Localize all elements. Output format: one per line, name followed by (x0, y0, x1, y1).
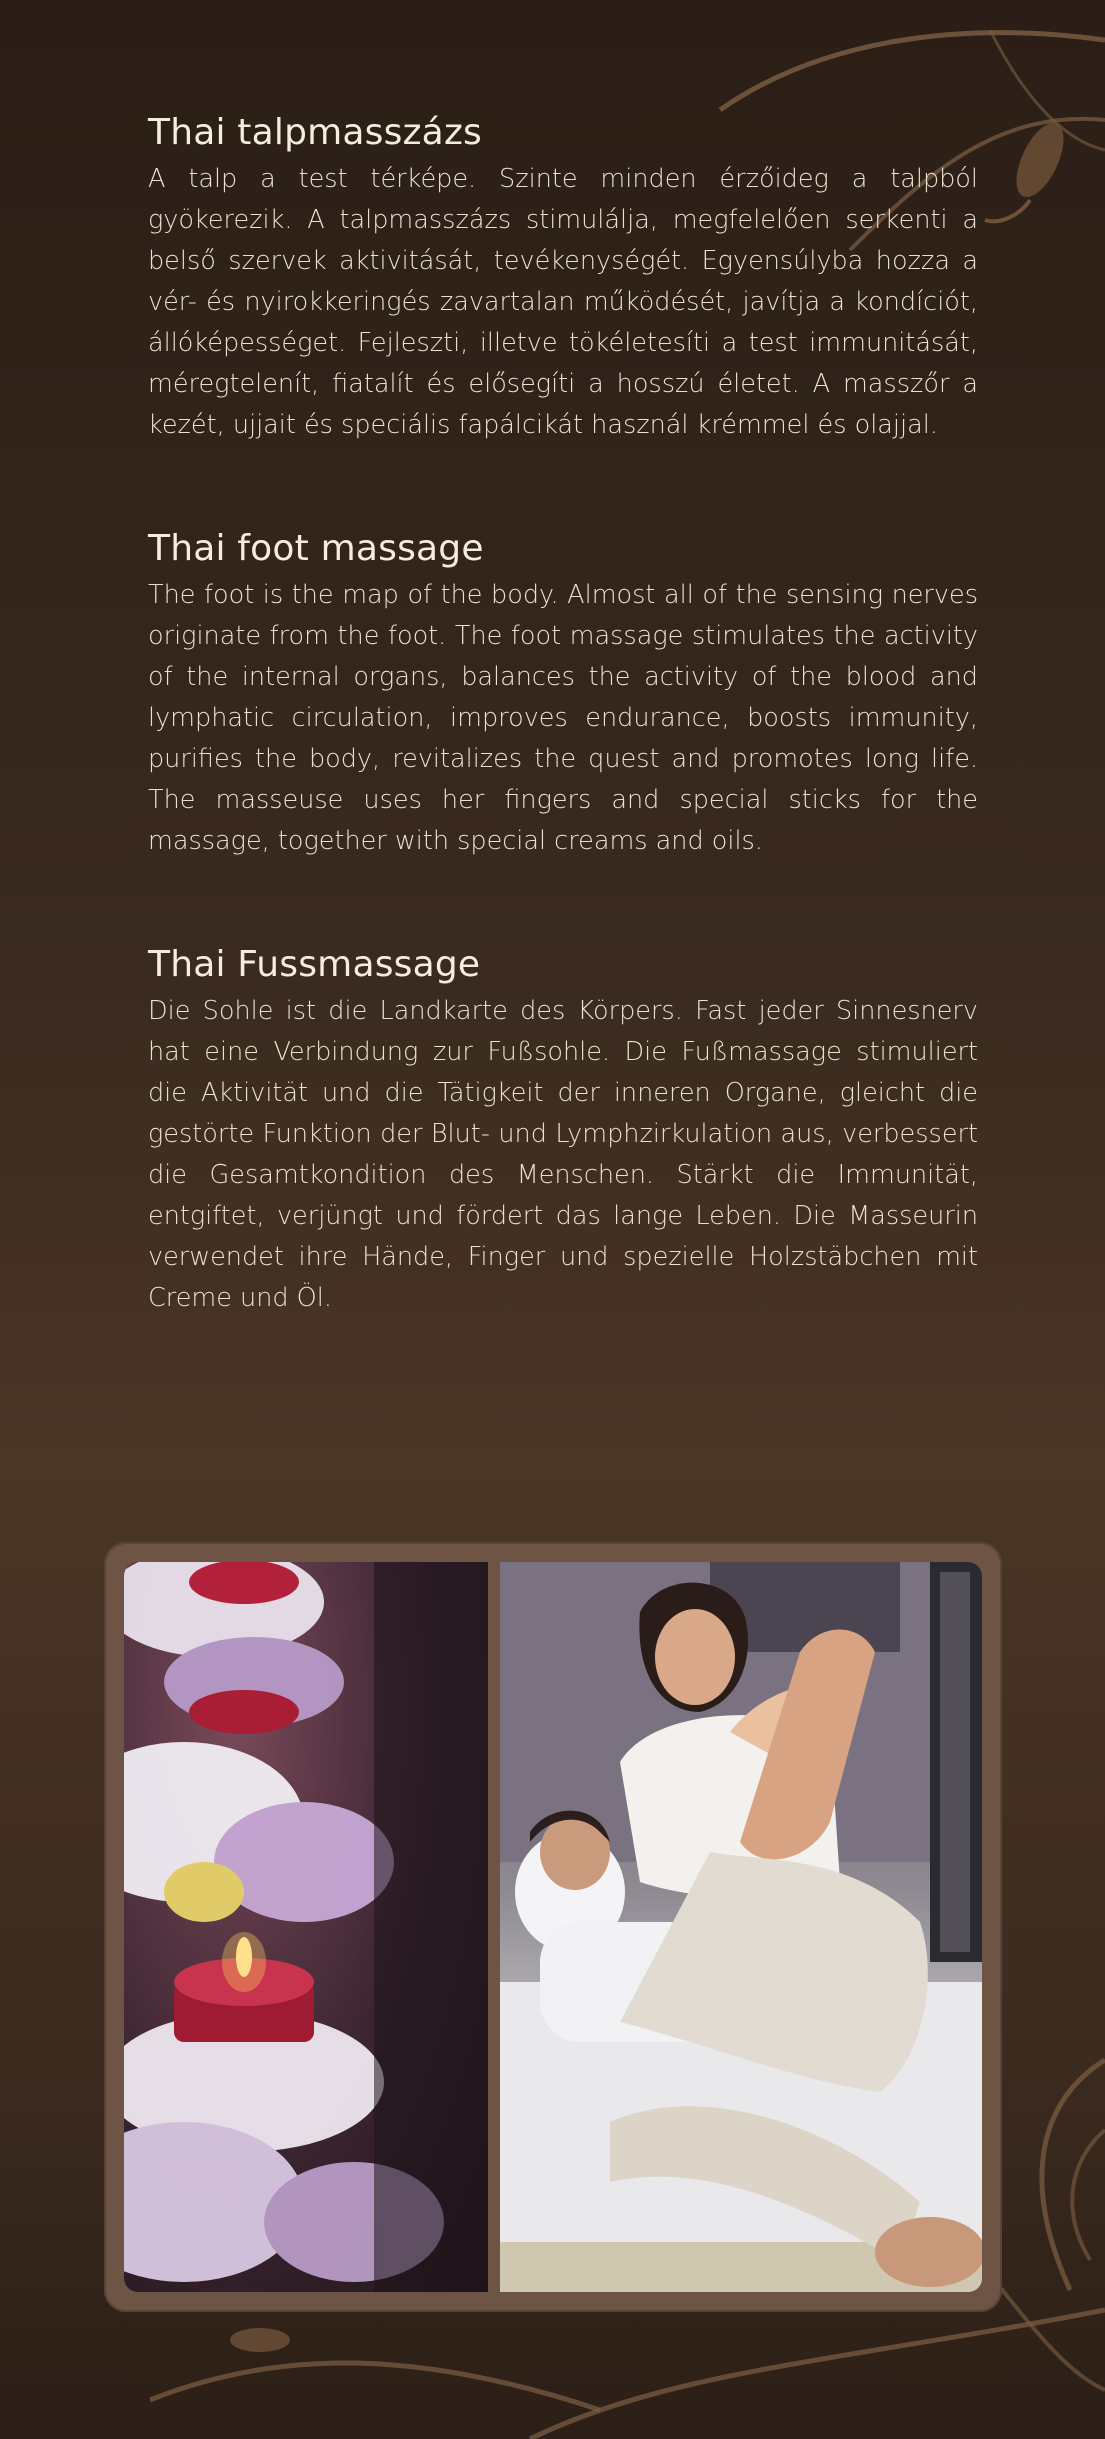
section-body: Die Sohle ist die Landkarte des Körpers. Fast jeder Sinnesnerv hat eine Verbindung zur Fußsohle. Die Fußmassage stimuliert die Aktivität und die Tätigkeit der inneren Organe, gleicht die gestörte Funktion der Blut- und Lymphzirkulation aus, verbessert die Gesamtkondition des Menschen. Stärkt die Immunität, entgiftet, verjüngt und fördert das lange Leben. Die Masseurin verwendet ihre Hände, Finger und spezielle Holzstäbchen mit Creme und Öl. (148, 996, 978, 1313)
section-german (148, 944, 978, 1319)
candles-flowers-photo (124, 1562, 488, 2292)
section-body: A talp a test térképe. Szinte minden érzőideg a talpból gyökerezik. A talpmasszázs stimulálja, megfelelően serkenti a belső szervek aktivitását, tevékenységét. Egyensúlyba hozza a vér- és nyirokkeringés zavartalan működését, javítja a kondíciót, állóképességet. Fejleszti, illetve tökéletesíti a test immunitását, méregtelenít, fiatalít és elősegíti a hosszú életet. A masszőr a kezét, ujjait és speciális fapálcikát használ krémmel és olajjal. (148, 164, 978, 440)
section-title: Thai talpmasszázs (148, 112, 482, 153)
photo-frame (104, 1542, 1002, 2312)
section-title: Thai foot massage (148, 528, 484, 569)
massage-scene-photo (500, 1562, 982, 2292)
section-title: Thai Fussmassage (148, 944, 481, 985)
section-english (148, 528, 978, 862)
section-body: The foot is the map of the body. Almost all of the sensing nerves originate from the foot. The foot massage stimulates the activity of the internal organs, balances the activity of the blood and lymphatic circulation, improves endurance, boosts immunity, purifies the body, revitalizes the quest and promotes long life. The masseuse uses her fingers and special sticks for the massage, together with special creams and oils. (148, 580, 978, 856)
section-hungarian (148, 112, 978, 446)
